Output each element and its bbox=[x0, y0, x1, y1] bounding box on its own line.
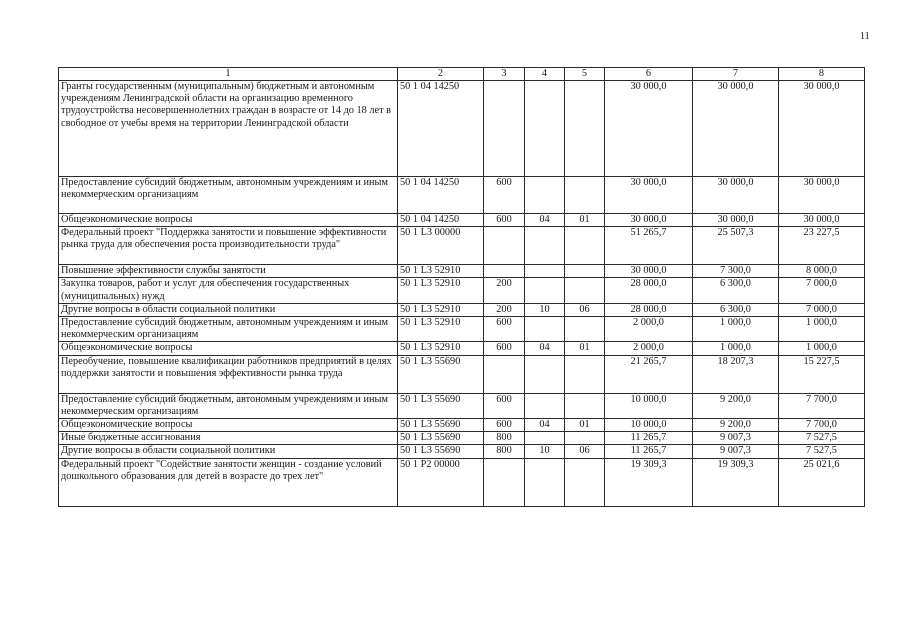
header-cell: 2 bbox=[398, 68, 484, 81]
table-cell: 21 265,7 bbox=[605, 355, 693, 393]
table-cell: 7 700,0 bbox=[779, 419, 865, 432]
table-cell: 06 bbox=[565, 303, 605, 316]
header-cell: 5 bbox=[565, 68, 605, 81]
table-cell bbox=[565, 227, 605, 265]
table-cell bbox=[565, 177, 605, 214]
table-cell: 800 bbox=[484, 432, 525, 445]
table-row bbox=[59, 355, 865, 393]
table-row bbox=[59, 81, 865, 177]
table-cell: 50 1 P2 00000 bbox=[398, 458, 484, 506]
table-row bbox=[59, 214, 865, 227]
table-cell: 50 1 L3 52910 bbox=[398, 278, 484, 303]
table-cell: 9 007,3 bbox=[693, 445, 779, 458]
table-cell: Другие вопросы в области социальной политики bbox=[59, 445, 398, 458]
table-cell: 10 bbox=[525, 445, 565, 458]
table-cell: 50 1 04 14250 bbox=[398, 214, 484, 227]
table-cell bbox=[565, 458, 605, 506]
header-cell: 6 bbox=[605, 68, 693, 81]
table-row bbox=[59, 177, 865, 214]
table-cell: Предоставление субсидий бюджетным, автономным учреждениям и иным некоммерческим организациям bbox=[59, 317, 398, 342]
table-cell: 30 000,0 bbox=[605, 214, 693, 227]
table-cell: 30 000,0 bbox=[693, 177, 779, 214]
table-cell: Другие вопросы в области социальной политики bbox=[59, 303, 398, 316]
table-cell: 7 000,0 bbox=[779, 303, 865, 316]
table-cell: 1 000,0 bbox=[779, 317, 865, 342]
table-cell: 800 bbox=[484, 445, 525, 458]
table-row bbox=[59, 265, 865, 278]
table-cell: 50 1 L3 55690 bbox=[398, 432, 484, 445]
table-cell: Переобучение, повышение квалификации работников предприятий в целях поддержки занятости и повышения эффективности рынка труда bbox=[59, 355, 398, 393]
table-cell: 10 000,0 bbox=[605, 393, 693, 418]
table-cell: 06 bbox=[565, 445, 605, 458]
table-cell: 30 000,0 bbox=[779, 81, 865, 177]
table-cell bbox=[565, 393, 605, 418]
table-cell bbox=[565, 265, 605, 278]
table-cell: 7 000,0 bbox=[779, 278, 865, 303]
table-cell bbox=[565, 355, 605, 393]
table-cell bbox=[484, 81, 525, 177]
table-cell: Гранты государственным (муниципальным) бюджетным и автономным учреждениям Ленинградской области на организацию временного трудоустройства несовершеннолетних граждан в возрасте от 14 до 18 лет в свободное от учебы время на территории Ленинградской области bbox=[59, 81, 398, 177]
table-row bbox=[59, 278, 865, 303]
table-body bbox=[59, 81, 865, 507]
table-cell: 50 1 L3 55690 bbox=[398, 445, 484, 458]
table-row bbox=[59, 432, 865, 445]
table-cell: 600 bbox=[484, 419, 525, 432]
table-cell bbox=[525, 458, 565, 506]
table-cell bbox=[484, 355, 525, 393]
header-cell: 1 bbox=[59, 68, 398, 81]
table-cell bbox=[484, 458, 525, 506]
table-cell: 2 000,0 bbox=[605, 342, 693, 355]
table-cell: 11 265,7 bbox=[605, 445, 693, 458]
table-cell: 10 bbox=[525, 303, 565, 316]
table-cell: 04 bbox=[525, 342, 565, 355]
table-row bbox=[59, 227, 865, 265]
table-cell bbox=[525, 227, 565, 265]
table-cell: 23 227,5 bbox=[779, 227, 865, 265]
table-cell: Общеэкономические вопросы bbox=[59, 342, 398, 355]
table-cell bbox=[525, 278, 565, 303]
table-cell: 04 bbox=[525, 419, 565, 432]
table-cell: 01 bbox=[565, 419, 605, 432]
table-cell bbox=[525, 81, 565, 177]
table-cell: Предоставление субсидий бюджетным, автономным учреждениям и иным некоммерческим организациям bbox=[59, 177, 398, 214]
table-cell bbox=[484, 227, 525, 265]
table-cell: Повышение эффективности службы занятости bbox=[59, 265, 398, 278]
table-cell bbox=[525, 177, 565, 214]
table-cell bbox=[525, 355, 565, 393]
table-row bbox=[59, 445, 865, 458]
table-cell: Общеэкономические вопросы bbox=[59, 214, 398, 227]
table-cell: 6 300,0 bbox=[693, 278, 779, 303]
table-cell: 7 527,5 bbox=[779, 432, 865, 445]
table-cell: 28 000,0 bbox=[605, 303, 693, 316]
table-cell: 01 bbox=[565, 214, 605, 227]
table-cell: 1 000,0 bbox=[693, 317, 779, 342]
table-cell: 11 265,7 bbox=[605, 432, 693, 445]
table-cell: Предоставление субсидий бюджетным, автономным учреждениям и иным некоммерческим организациям bbox=[59, 393, 398, 418]
table-cell bbox=[525, 265, 565, 278]
table-cell: 10 000,0 bbox=[605, 419, 693, 432]
header-cell: 4 bbox=[525, 68, 565, 81]
table-cell: 15 227,5 bbox=[779, 355, 865, 393]
table-cell: 1 000,0 bbox=[779, 342, 865, 355]
table-cell: 200 bbox=[484, 303, 525, 316]
budget-table bbox=[58, 67, 865, 507]
table-cell: 600 bbox=[484, 317, 525, 342]
table-cell bbox=[565, 317, 605, 342]
table-cell: 1 000,0 bbox=[693, 342, 779, 355]
table-cell: 50 1 L3 55690 bbox=[398, 355, 484, 393]
table-cell: 30 000,0 bbox=[605, 265, 693, 278]
header-cell: 3 bbox=[484, 68, 525, 81]
table-cell bbox=[565, 432, 605, 445]
table-cell: 50 1 04 14250 bbox=[398, 81, 484, 177]
table-cell bbox=[525, 393, 565, 418]
table-cell: 50 1 L3 52910 bbox=[398, 317, 484, 342]
page-number: 11 bbox=[860, 31, 870, 42]
table-cell: 30 000,0 bbox=[693, 214, 779, 227]
table-cell: 50 1 L3 55690 bbox=[398, 393, 484, 418]
table-cell: 200 bbox=[484, 278, 525, 303]
table-cell: 9 200,0 bbox=[693, 393, 779, 418]
table-cell: 50 1 L3 55690 bbox=[398, 419, 484, 432]
table-cell: 50 1 L3 52910 bbox=[398, 303, 484, 316]
table-cell bbox=[525, 317, 565, 342]
header-cell: 8 bbox=[779, 68, 865, 81]
table-cell: 8 000,0 bbox=[779, 265, 865, 278]
table-row bbox=[59, 419, 865, 432]
table-cell: 2 000,0 bbox=[605, 317, 693, 342]
table-cell: 7 300,0 bbox=[693, 265, 779, 278]
table-cell: 30 000,0 bbox=[693, 81, 779, 177]
table-row bbox=[59, 458, 865, 506]
header-cell: 7 bbox=[693, 68, 779, 81]
table-cell: 600 bbox=[484, 342, 525, 355]
table-cell: 600 bbox=[484, 214, 525, 227]
table-cell bbox=[565, 81, 605, 177]
table-cell: 50 1 04 14250 bbox=[398, 177, 484, 214]
table-cell: 600 bbox=[484, 393, 525, 418]
table-cell: 28 000,0 bbox=[605, 278, 693, 303]
table-cell: 19 309,3 bbox=[605, 458, 693, 506]
table-cell: 25 507,3 bbox=[693, 227, 779, 265]
table-cell: 30 000,0 bbox=[605, 177, 693, 214]
table-cell bbox=[525, 432, 565, 445]
table-cell: Федеральный проект "Содействие занятости женщин - создание условий дошкольного образования для детей в возрасте до трех лет" bbox=[59, 458, 398, 506]
table-cell: Федеральный проект "Поддержка занятости и повышение эффективности рынка труда для обеспечения роста производительности труда" bbox=[59, 227, 398, 265]
table-cell: 50 1 L3 00000 bbox=[398, 227, 484, 265]
table-cell bbox=[484, 265, 525, 278]
table-row bbox=[59, 317, 865, 342]
table-row bbox=[59, 303, 865, 316]
table-row bbox=[59, 342, 865, 355]
table-cell: Закупка товаров, работ и услуг для обеспечения государственных (муниципальных) нужд bbox=[59, 278, 398, 303]
table-cell: 01 bbox=[565, 342, 605, 355]
table-cell: 9 200,0 bbox=[693, 419, 779, 432]
table-cell: 18 207,3 bbox=[693, 355, 779, 393]
table-cell: 600 bbox=[484, 177, 525, 214]
table-cell: 30 000,0 bbox=[779, 177, 865, 214]
table-row bbox=[59, 393, 865, 418]
table-cell: 50 1 L3 52910 bbox=[398, 265, 484, 278]
table-cell: 04 bbox=[525, 214, 565, 227]
table-cell bbox=[565, 278, 605, 303]
table-cell: 50 1 L3 52910 bbox=[398, 342, 484, 355]
table-cell: 30 000,0 bbox=[605, 81, 693, 177]
table-cell: Общеэкономические вопросы bbox=[59, 419, 398, 432]
table-cell: 30 000,0 bbox=[779, 214, 865, 227]
table-cell: Иные бюджетные ассигнования bbox=[59, 432, 398, 445]
table-cell: 7 527,5 bbox=[779, 445, 865, 458]
table-cell: 25 021,6 bbox=[779, 458, 865, 506]
header-row bbox=[59, 68, 865, 81]
table-cell: 6 300,0 bbox=[693, 303, 779, 316]
table-cell: 51 265,7 bbox=[605, 227, 693, 265]
table-cell: 9 007,3 bbox=[693, 432, 779, 445]
table-cell: 19 309,3 bbox=[693, 458, 779, 506]
table-cell: 7 700,0 bbox=[779, 393, 865, 418]
